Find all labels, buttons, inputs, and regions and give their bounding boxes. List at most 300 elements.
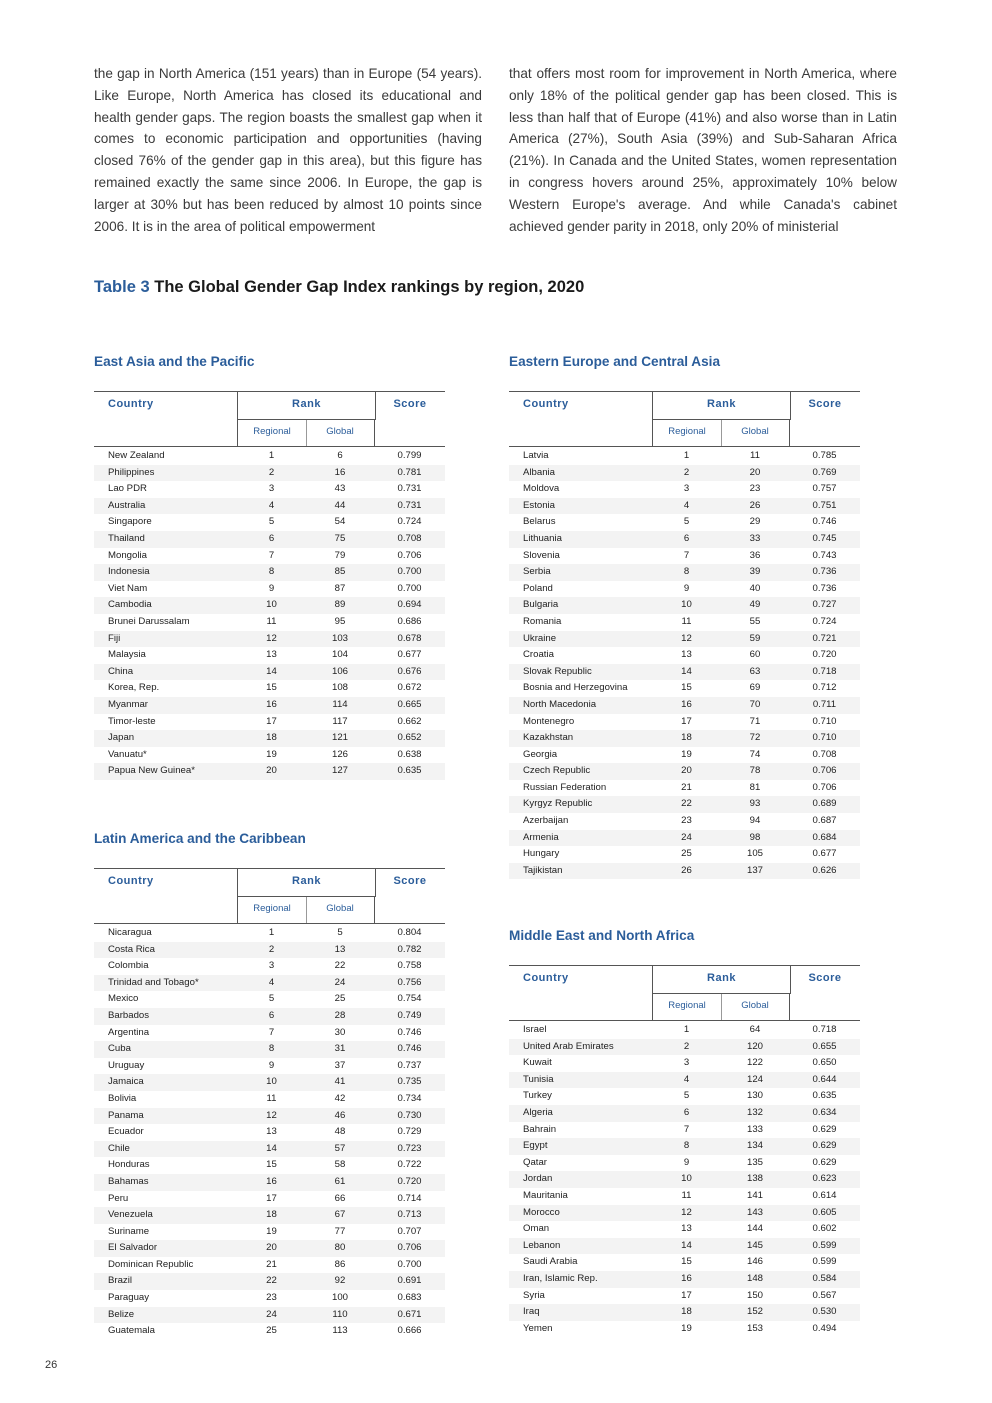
score-cell: 0.655 (812, 1040, 837, 1052)
table-row (94, 1240, 445, 1257)
country-cell: Slovenia (523, 549, 560, 561)
country-cell: Lithuania (523, 532, 562, 544)
table-row (94, 1307, 445, 1324)
table-row (509, 614, 860, 631)
global-rank-cell: 126 (331, 748, 348, 760)
score-cell: 0.666 (397, 1325, 422, 1337)
regional-rank-cell: 3 (268, 483, 275, 495)
regional-rank-cell: 10 (266, 599, 277, 611)
score-cell: 0.700 (397, 582, 422, 594)
global-rank-cell: 152 (746, 1306, 763, 1318)
regional-rank-cell: 24 (681, 831, 692, 843)
score-cell: 0.731 (397, 483, 422, 495)
score-cell: 0.736 (812, 582, 837, 594)
table-row (94, 597, 445, 614)
regional-rank-cell: 20 (266, 1242, 277, 1254)
global-rank-cell: 70 (749, 698, 761, 710)
table-row (94, 697, 445, 714)
score-cell: 0.687 (812, 815, 837, 827)
global-rank-cell: 40 (749, 582, 761, 594)
country-cell: Korea, Rep. (108, 682, 160, 694)
regional-rank-column-header: Regional (652, 994, 722, 1020)
regional-rank-cell: 19 (681, 1322, 692, 1334)
regional-rank-cell: 16 (681, 1272, 692, 1284)
regional-rank-cell: 13 (266, 649, 277, 661)
score-cell: 0.758 (397, 960, 422, 972)
country-cell: Nicaragua (108, 927, 152, 938)
global-rank-cell: 63 (749, 665, 761, 677)
country-cell: Armenia (523, 831, 559, 843)
global-rank-cell: 24 (334, 976, 346, 988)
regional-rank-cell: 18 (266, 1209, 277, 1221)
global-rank-cell: 71 (749, 715, 761, 727)
intro-paragraph-left: the gap in North America (151 years) than in Europe (54 years). Like Europe, North America has closed its educational and health gender gaps. The region boasts the smallest gap when it comes to economic participation and opportunities (having closed 76% of the gender gap in this area), but this figure has remained exactly the same since 2006. In Europe, the gap is larger at 30% but has been reduced by almost 10 points since 2006. It is in the area of political empowerment (94, 66, 482, 234)
global-rank-cell: 105 (746, 848, 763, 860)
table-row (94, 614, 445, 631)
score-cell: 0.635 (397, 765, 422, 777)
regional-rank-cell: 1 (268, 450, 275, 461)
table-row (509, 813, 860, 830)
score-cell: 0.623 (812, 1173, 837, 1185)
score-cell: 0.686 (397, 615, 422, 627)
country-cell: Yemen (523, 1322, 553, 1334)
country-cell: Oman (523, 1223, 550, 1235)
region-title: Middle East and North Africa (509, 928, 695, 943)
regional-rank-cell: 6 (683, 1106, 690, 1118)
score-cell: 0.746 (397, 1026, 422, 1038)
table-row (94, 481, 445, 498)
region-table-east-asia-pacific (94, 354, 445, 780)
score-cell: 0.734 (397, 1092, 422, 1104)
regional-rank-cell: 17 (681, 1289, 692, 1301)
regional-rank-cell: 20 (266, 765, 277, 777)
global-rank-cell: 98 (749, 831, 761, 843)
region-table-middle-east-north-africa (509, 928, 860, 1337)
regional-rank-cell: 24 (266, 1308, 277, 1320)
regional-rank-cell: 6 (683, 532, 690, 544)
global-rank-cell: 141 (746, 1189, 763, 1201)
table-row (94, 1174, 445, 1191)
score-cell: 0.665 (397, 698, 422, 710)
score-cell: 0.677 (812, 848, 837, 860)
regional-rank-cell: 1 (268, 927, 275, 938)
score-cell: 0.683 (397, 1292, 422, 1304)
global-rank-cell: 117 (332, 715, 348, 727)
region-table-latin-america-caribbean (94, 831, 445, 1340)
regional-rank-cell: 9 (683, 582, 690, 594)
country-cell: North Macedonia (523, 698, 597, 710)
rank-column-header: Rank (652, 392, 791, 420)
country-cell: Bahamas (108, 1175, 149, 1187)
table-row (509, 680, 860, 697)
regional-rank-cell: 22 (266, 1275, 277, 1287)
table-body (509, 1022, 860, 1337)
table-row (509, 597, 860, 614)
country-cell: Indonesia (108, 566, 150, 578)
regional-rank-cell: 10 (681, 599, 692, 611)
regional-rank-column-header: Regional (237, 897, 307, 923)
global-rank-cell: 143 (746, 1206, 763, 1218)
score-cell: 0.672 (397, 682, 422, 694)
regional-rank-cell: 25 (266, 1325, 277, 1337)
country-cell: Timor-leste (108, 715, 156, 727)
score-cell: 0.712 (812, 682, 837, 694)
regional-rank-cell: 23 (266, 1292, 277, 1304)
regional-rank-cell: 5 (683, 1090, 690, 1102)
country-cell: Montenegro (523, 715, 575, 727)
intro-paragraph-right: that offers most room for improvement in North America, where only 18% of the political gender gap has been closed. This is less than half that of Europe (41%) and also worse than in Latin America (27%), South Asia (39%) and Sub-Saharan Africa (21%). In Canada and the United States, women representation in congress hovers around 25%, approximately 10% below Western Europe's average. And while Canada's cabinet achieved gender parity in 2018, only 20% of ministerial (509, 66, 897, 234)
global-rank-column-header: Global (306, 420, 375, 446)
country-cell: Ecuador (108, 1126, 144, 1138)
score-cell: 0.720 (397, 1175, 422, 1187)
country-cell: New Zealand (108, 450, 165, 461)
regional-rank-cell: 15 (266, 1159, 277, 1171)
global-rank-cell: 79 (334, 549, 346, 561)
country-cell: Croatia (523, 649, 554, 661)
table-row (94, 680, 445, 697)
country-cell: Uruguay (108, 1059, 145, 1071)
country-cell: Peru (108, 1192, 129, 1204)
global-rank-cell: 106 (331, 665, 348, 677)
score-cell: 0.731 (397, 499, 422, 511)
table-body (94, 925, 445, 1340)
country-cell: Belize (108, 1308, 135, 1320)
country-cell: Algeria (523, 1106, 553, 1118)
country-cell: Dominican Republic (108, 1258, 194, 1270)
global-rank-cell: 54 (334, 516, 346, 528)
score-cell: 0.584 (812, 1272, 837, 1284)
score-cell: 0.700 (397, 1258, 422, 1270)
table-row (509, 730, 860, 747)
country-cell: Latvia (523, 450, 549, 461)
country-cell: Brazil (108, 1275, 132, 1287)
score-cell: 0.605 (812, 1206, 837, 1218)
country-cell: Saudi Arabia (523, 1256, 578, 1268)
table-row (94, 1290, 445, 1307)
country-cell: United Arab Emirates (523, 1040, 614, 1052)
regional-rank-cell: 15 (266, 682, 277, 694)
global-rank-cell: 145 (746, 1239, 763, 1251)
regional-rank-cell: 15 (681, 682, 692, 694)
global-rank-cell: 44 (334, 499, 346, 511)
regional-rank-cell: 11 (266, 1092, 277, 1104)
regional-rank-cell: 14 (266, 1142, 277, 1154)
regional-rank-cell: 7 (268, 549, 275, 561)
regional-rank-cell: 12 (681, 1206, 692, 1218)
global-rank-cell: 148 (746, 1272, 763, 1284)
table-row (94, 581, 445, 598)
regional-rank-cell: 5 (268, 993, 275, 1005)
table-number: Table 3 (94, 278, 150, 296)
table-row (509, 1171, 860, 1188)
score-cell: 0.769 (812, 466, 837, 478)
score-cell: 0.724 (397, 516, 422, 528)
score-cell: 0.713 (397, 1209, 422, 1221)
country-cell: Hungary (523, 848, 560, 860)
country-cell: Morocco (523, 1206, 560, 1218)
regional-rank-cell: 4 (683, 499, 690, 511)
table-row (509, 481, 860, 498)
regional-rank-cell: 11 (266, 615, 277, 627)
score-cell: 0.691 (397, 1275, 422, 1287)
table-row (509, 647, 860, 664)
regional-rank-cell: 1 (683, 450, 690, 461)
table-row (94, 1323, 445, 1340)
score-cell: 0.720 (812, 649, 837, 661)
global-rank-cell: 122 (746, 1057, 763, 1069)
regional-rank-cell: 2 (268, 466, 275, 478)
country-cell: Brunei Darussalam (108, 615, 190, 627)
score-cell: 0.804 (397, 927, 422, 938)
country-column-header: Country (108, 875, 154, 887)
score-cell: 0.736 (812, 566, 837, 578)
score-cell: 0.727 (812, 599, 837, 611)
score-cell: 0.599 (812, 1256, 837, 1268)
global-rank-cell: 25 (334, 993, 346, 1005)
global-rank-cell: 150 (746, 1289, 763, 1301)
regional-rank-cell: 22 (681, 798, 692, 810)
country-cell: Jamaica (108, 1076, 144, 1088)
regional-rank-cell: 14 (266, 665, 277, 677)
table-title (94, 278, 584, 297)
table-row (509, 498, 860, 515)
table-row (94, 664, 445, 681)
global-rank-cell: 114 (332, 698, 348, 710)
score-cell: 0.652 (397, 732, 422, 744)
regional-rank-cell: 9 (683, 1156, 690, 1168)
global-rank-cell: 78 (749, 765, 761, 777)
country-cell: Tunisia (523, 1073, 554, 1085)
score-cell: 0.756 (397, 976, 422, 988)
global-rank-cell: 108 (331, 682, 348, 694)
score-cell: 0.737 (397, 1059, 422, 1071)
global-rank-cell: 33 (749, 532, 761, 544)
country-cell: Viet Nam (108, 582, 148, 594)
score-column-header: Score (393, 875, 427, 887)
table-row (509, 846, 860, 863)
score-cell: 0.626 (812, 864, 837, 876)
regional-rank-cell: 19 (266, 1225, 277, 1237)
regional-rank-cell: 7 (683, 1123, 690, 1135)
score-cell: 0.494 (812, 1322, 837, 1334)
score-cell: 0.599 (812, 1239, 837, 1251)
country-cell: Honduras (108, 1159, 150, 1171)
regional-rank-cell: 23 (681, 815, 692, 827)
global-rank-cell: 135 (746, 1156, 763, 1168)
table-row (509, 1088, 860, 1105)
table-row (509, 581, 860, 598)
score-cell: 0.718 (812, 1024, 837, 1035)
table-row (509, 564, 860, 581)
regional-rank-cell: 8 (268, 1043, 275, 1055)
regional-rank-cell: 16 (681, 698, 692, 710)
score-cell: 0.746 (397, 1043, 422, 1055)
region-title: Eastern Europe and Central Asia (509, 354, 721, 369)
country-cell: Lebanon (523, 1239, 561, 1251)
regional-rank-cell: 13 (681, 649, 692, 661)
global-rank-cell: 74 (749, 748, 761, 760)
table-row (509, 780, 860, 797)
country-cell: Trinidad and Tobago* (108, 976, 199, 988)
score-cell: 0.644 (812, 1073, 837, 1085)
country-cell: Serbia (523, 566, 551, 578)
regional-rank-cell: 21 (681, 781, 692, 793)
table-row (94, 1041, 445, 1058)
table-row (509, 531, 860, 548)
global-rank-cell: 103 (331, 632, 348, 644)
global-rank-cell: 127 (331, 765, 348, 777)
global-rank-cell: 20 (749, 466, 761, 478)
table-header (94, 391, 445, 447)
table-row (94, 1141, 445, 1158)
table-row (94, 958, 445, 975)
country-cell: Guatemala (108, 1325, 155, 1337)
table-row (509, 1321, 860, 1338)
table-row (509, 697, 860, 714)
score-cell: 0.743 (812, 549, 837, 561)
global-rank-cell: 138 (746, 1173, 763, 1185)
score-cell: 0.567 (812, 1289, 837, 1301)
table-row (509, 747, 860, 764)
table-row (509, 548, 860, 565)
global-rank-cell: 81 (749, 781, 761, 793)
score-cell: 0.708 (397, 532, 422, 544)
table-row (94, 1224, 445, 1241)
regional-rank-cell: 14 (681, 665, 692, 677)
regional-rank-cell: 9 (268, 1059, 275, 1071)
global-rank-cell: 100 (331, 1292, 348, 1304)
country-cell: Lao PDR (108, 483, 147, 495)
global-rank-cell: 48 (334, 1126, 346, 1138)
score-cell: 0.629 (812, 1140, 837, 1152)
global-rank-cell: 110 (332, 1308, 348, 1320)
regional-rank-cell: 4 (683, 1073, 690, 1085)
country-cell: Bulgaria (523, 599, 559, 611)
regional-rank-cell: 12 (266, 1109, 277, 1121)
regional-rank-cell: 12 (681, 632, 692, 644)
score-cell: 0.735 (397, 1076, 422, 1088)
table-row (94, 1108, 445, 1125)
country-cell: Argentina (108, 1026, 150, 1038)
table-row (94, 975, 445, 992)
table-row (509, 1304, 860, 1321)
country-cell: Iran, Islamic Rep. (523, 1272, 598, 1284)
score-cell: 0.710 (812, 732, 837, 744)
regional-rank-cell: 11 (681, 1189, 692, 1201)
global-rank-cell: 43 (334, 483, 346, 495)
table-row (509, 1122, 860, 1139)
regional-rank-cell: 19 (681, 748, 692, 760)
table-row (509, 448, 860, 465)
country-cell: Australia (108, 499, 146, 511)
country-cell: Kazakhstan (523, 732, 574, 744)
global-rank-cell: 42 (334, 1092, 346, 1104)
global-rank-cell: 134 (746, 1140, 763, 1152)
table-row (94, 1074, 445, 1091)
region-title: Latin America and the Caribbean (94, 831, 306, 846)
global-rank-cell: 29 (749, 516, 761, 528)
score-column-header: Score (808, 398, 842, 410)
table-row (94, 1157, 445, 1174)
score-cell: 0.662 (397, 715, 422, 727)
regional-rank-cell: 2 (268, 943, 275, 955)
table-row (509, 1138, 860, 1155)
table-row (509, 1271, 860, 1288)
global-rank-cell: 60 (749, 649, 761, 661)
score-cell: 0.707 (397, 1225, 422, 1237)
score-cell: 0.614 (812, 1189, 837, 1201)
table-row (94, 1191, 445, 1208)
table-row (94, 714, 445, 731)
table-row (94, 730, 445, 747)
country-cell: Costa Rica (108, 943, 155, 955)
country-cell: Panama (108, 1109, 144, 1121)
table-row (94, 514, 445, 531)
regional-rank-cell: 16 (266, 698, 277, 710)
table-row (94, 564, 445, 581)
country-cell: Syria (523, 1289, 545, 1301)
table-row (94, 1207, 445, 1224)
table-row (509, 830, 860, 847)
score-cell: 0.530 (812, 1306, 837, 1318)
regional-rank-cell: 21 (266, 1258, 277, 1270)
global-rank-cell: 16 (334, 466, 346, 478)
country-cell: Georgia (523, 748, 558, 760)
country-cell: Jordan (523, 1173, 553, 1185)
global-rank-cell: 49 (749, 599, 761, 611)
country-cell: Tajikistan (523, 864, 563, 876)
table-header (509, 965, 860, 1021)
country-cell: Mongolia (108, 549, 147, 561)
table-row (94, 647, 445, 664)
table-row (509, 664, 860, 681)
global-rank-cell: 72 (749, 732, 761, 744)
table-row (509, 1288, 860, 1305)
score-cell: 0.721 (812, 632, 837, 644)
global-rank-cell: 57 (334, 1142, 346, 1154)
score-cell: 0.799 (397, 450, 422, 461)
regional-rank-cell: 6 (268, 532, 275, 544)
table-row (94, 448, 445, 465)
global-rank-cell: 58 (334, 1159, 346, 1171)
regional-rank-cell: 8 (683, 566, 690, 578)
table-row (94, 631, 445, 648)
global-rank-cell: 5 (337, 927, 343, 938)
global-rank-cell: 30 (334, 1026, 346, 1038)
global-rank-cell: 39 (749, 566, 761, 578)
score-cell: 0.781 (397, 466, 422, 478)
score-column-header: Score (808, 972, 842, 984)
regional-rank-cell: 15 (681, 1256, 692, 1268)
score-cell: 0.689 (812, 798, 837, 810)
global-rank-cell: 130 (746, 1090, 763, 1102)
country-cell: Romania (523, 615, 562, 627)
country-cell: Suriname (108, 1225, 150, 1237)
score-cell: 0.629 (812, 1156, 837, 1168)
global-rank-cell: 146 (746, 1256, 763, 1268)
global-rank-cell: 133 (746, 1123, 763, 1135)
country-cell: Chile (108, 1142, 130, 1154)
score-cell: 0.638 (397, 748, 422, 760)
score-cell: 0.745 (812, 532, 837, 544)
country-cell: Venezuela (108, 1209, 153, 1221)
table-row (94, 942, 445, 959)
country-cell: Belarus (523, 516, 556, 528)
score-cell: 0.671 (397, 1308, 422, 1320)
table-row (509, 714, 860, 731)
table-row (509, 514, 860, 531)
score-cell: 0.711 (812, 698, 837, 710)
